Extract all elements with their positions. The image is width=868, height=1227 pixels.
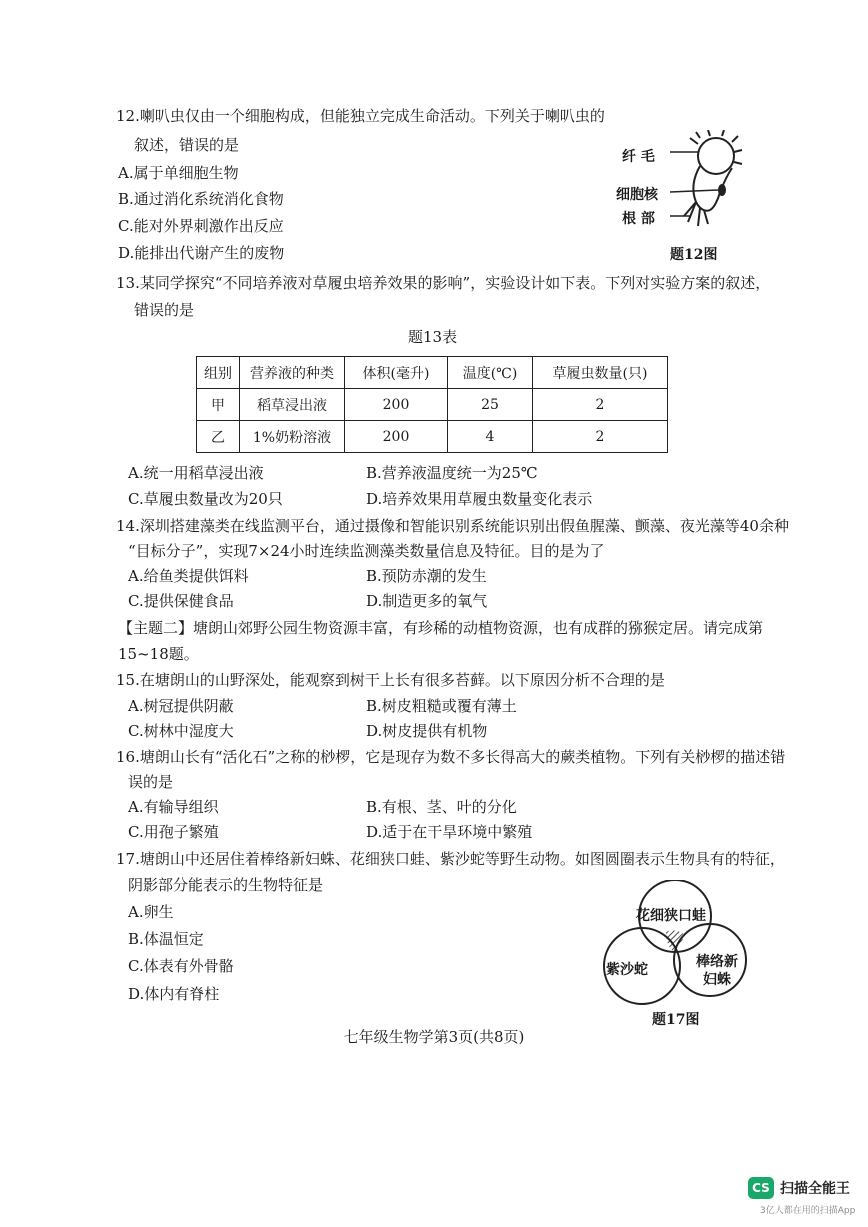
table-cell: 2 <box>533 421 668 453</box>
q16-stem-line1: 16.塘朗山长有“活化石”之称的桫椤，它是现存为数不多长得高大的蕨类植物。下列有关桫椤的描述错 <box>116 748 786 766</box>
figure12-label-cilia: 纤 毛 <box>622 149 655 165</box>
venn-label-snake: 紫沙蛇 <box>606 962 648 978</box>
figure17-caption: 题17图 <box>652 1012 700 1028</box>
table-header-cell: 营养液的种类 <box>240 357 345 389</box>
q17-option-a: A.卵生 <box>128 903 174 921</box>
table-cell: 乙 <box>197 421 240 453</box>
page-footer: 七年级生物学第3页(共8页) <box>343 1028 525 1046</box>
venn-label-frog: 花细狭口蛙 <box>636 908 706 924</box>
table-cell: 200 <box>345 421 448 453</box>
table-header-cell: 温度(℃) <box>448 357 533 389</box>
table-header-row <box>197 357 668 389</box>
figure12-label-root: 根 部 <box>622 211 655 227</box>
table-header-cell: 体积(毫升) <box>345 357 448 389</box>
q14-stem-line1: 14.深圳搭建藻类在线监测平台，通过摄像和智能识别系统能识别出假鱼腥藻、颤藻、夜光藻等40余种 <box>116 517 789 535</box>
scanner-brand-name: 扫描全能王 <box>780 1181 850 1197</box>
q14-option-d: D.制造更多的氧气 <box>366 592 488 610</box>
q13-table-caption: 题13表 <box>408 328 458 346</box>
theme2-line1: 【主题二】塘朗山郊野公园生物资源丰富，有珍稀的动植物资源，也有成群的猕猴定居。请完成第 <box>118 619 764 637</box>
theme2-line2: 15~18题。 <box>118 645 199 663</box>
q14-option-c: C.提供保健食品 <box>128 592 234 610</box>
table-cell: 25 <box>448 389 533 421</box>
table-cell: 200 <box>345 389 448 421</box>
q12-option-d: D.能排出代谢产生的废物 <box>118 244 285 262</box>
q13-stem-line2: 错误的是 <box>134 301 195 319</box>
venn-label-spider-1: 棒络新 <box>696 954 738 970</box>
venn-diagram <box>600 880 760 1008</box>
q14-option-a: A.给鱼类提供饵料 <box>128 567 249 585</box>
venn-label-spider-2: 妇蛛 <box>703 972 731 988</box>
table-cell: 1%奶粉溶液 <box>240 421 345 453</box>
q12-stem-line1: 12.喇叭虫仅由一个细胞构成，但能独立完成生命活动。下列关于喇叭虫的 <box>116 107 605 125</box>
q16-option-d: D.适于在干旱环境中繁殖 <box>366 823 533 841</box>
scanner-brand-tagline: 3亿人都在用的扫描App <box>760 1206 856 1216</box>
q13-table <box>196 356 668 453</box>
q17-option-d: D.体内有脊柱 <box>128 985 220 1003</box>
q12-option-a: A.属于单细胞生物 <box>118 164 239 182</box>
figure12-caption: 题12图 <box>670 247 718 263</box>
q17-stem-line2: 阴影部分能表示的生物特征是 <box>128 876 324 894</box>
q12-stem-line2: 叙述，错误的是 <box>134 136 240 154</box>
q14-option-b: B.预防赤潮的发生 <box>366 567 487 585</box>
table-cell: 甲 <box>197 389 240 421</box>
q12-option-b: B.通过消化系统消化食物 <box>118 190 284 208</box>
q16-option-b: B.有根、茎、叶的分化 <box>366 798 517 816</box>
q13-option-d: D.培养效果用草履虫数量变化表示 <box>366 490 593 508</box>
q17-option-c: C.体表有外骨骼 <box>128 957 234 975</box>
figure12-label-nucleus: 细胞核 <box>616 187 658 203</box>
q13-stem-line1: 13.某同学探究“不同培养液对草履虫培养效果的影响”，实验设计如下表。下列对实验方案的叙述， <box>116 274 771 292</box>
q13-option-b: B.营养液温度统一为25℃ <box>366 464 538 482</box>
scanner-brand <box>748 1177 850 1199</box>
q16-option-c: C.用孢子繁殖 <box>128 823 219 841</box>
q17-stem-line1: 17.塘朗山中还居住着棒络新妇蛛、花细狭口蛙、紫沙蛇等野生动物。如图圆圈表示生物具有的特征， <box>116 850 785 868</box>
table-header-cell: 草履虫数量(只) <box>533 357 668 389</box>
table-row <box>197 421 668 453</box>
q15-option-d: D.树皮提供有机物 <box>366 722 488 740</box>
q14-stem-line2: “目标分子”，实现7×24小时连续监测藻类数量信息及特征。目的是为了 <box>128 542 605 560</box>
q13-option-c: C.草履虫数量改为20只 <box>128 490 283 508</box>
q17-option-b: B.体温恒定 <box>128 930 204 948</box>
q15-option-a: A.树冠提供阴蔽 <box>128 697 234 715</box>
table-cell: 4 <box>448 421 533 453</box>
table-cell: 2 <box>533 389 668 421</box>
q16-stem-line2: 误的是 <box>128 773 174 791</box>
q15-option-c: C.树林中湿度大 <box>128 722 234 740</box>
q15-stem-line1: 15.在塘朗山的山野深处，能观察到树干上长有很多苔藓。以下原因分析不合理的是 <box>116 671 665 689</box>
table-cell: 稻草浸出液 <box>240 389 345 421</box>
q15-option-b: B.树皮粗糙或覆有薄土 <box>366 697 517 715</box>
table-header-cell: 组别 <box>197 357 240 389</box>
scanner-logo-icon: CS <box>748 1177 774 1199</box>
q13-option-a: A.统一用稻草浸出液 <box>128 464 264 482</box>
table-row <box>197 389 668 421</box>
q16-option-a: A.有输导组织 <box>128 798 219 816</box>
q12-option-c: C.能对外界刺激作出反应 <box>118 217 284 235</box>
trumpet-animalcule-figure <box>670 130 750 238</box>
